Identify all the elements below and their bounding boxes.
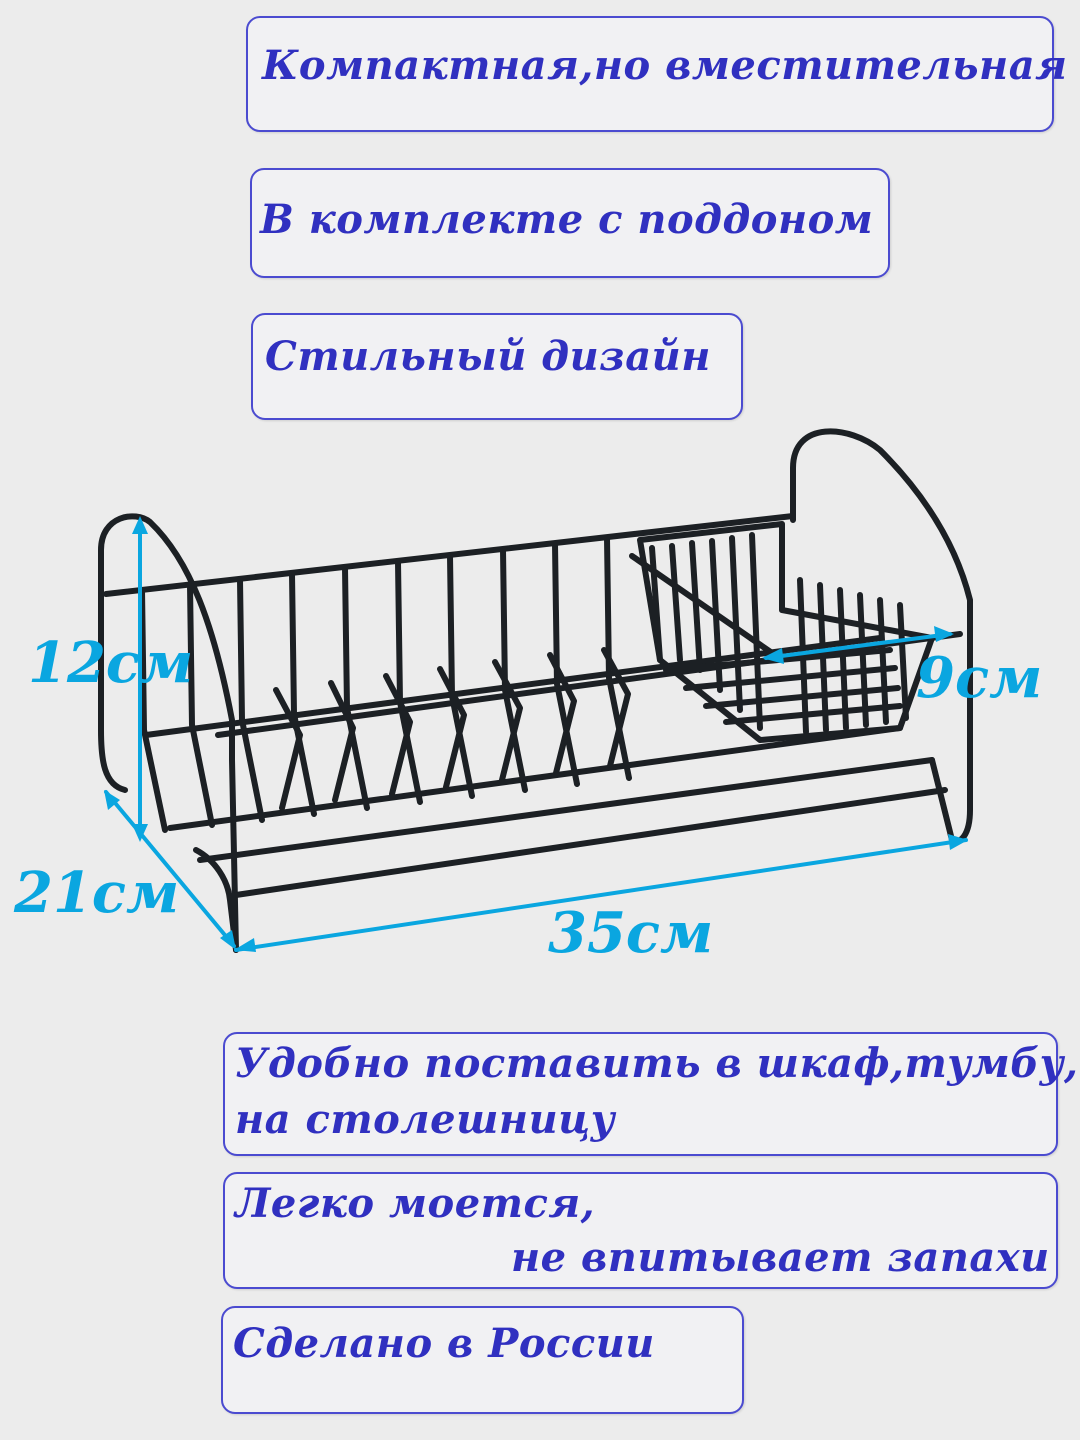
rack-front-v-wire (386, 676, 410, 794)
rack-basket-grid (726, 706, 900, 722)
feature-text-made-in: Сделано в России (233, 1320, 655, 1367)
feature-text-placement-line2: на столешницу (235, 1096, 616, 1143)
feature-text-washable-line2: не впитывает запахи (511, 1234, 1050, 1281)
feature-text-design: Стильный дизайн (265, 333, 711, 380)
rack-basket-wire (652, 548, 660, 660)
feature-box-placement (223, 1032, 1079, 1156)
rack-basket-wire (880, 600, 886, 722)
rack-basket-wire (672, 546, 680, 660)
dish-rack-drawing (101, 431, 970, 950)
dimension-width-label: 35см (548, 900, 714, 966)
feature-text-tray: В комплекте с поддоном (260, 196, 874, 243)
rack-plate-wire (292, 574, 314, 814)
basket-arrowhead-right (934, 626, 954, 642)
dimension-depth-label: 21см (14, 860, 180, 926)
feature-box-washable (223, 1172, 1058, 1289)
rack-basket-wire (692, 543, 700, 670)
dimension-height-label: 12см (28, 630, 194, 696)
feature-text-washable-line1: Легко моется, (235, 1180, 596, 1227)
feature-box-made-in (221, 1306, 744, 1414)
feature-text-placement-line1: Удобно поставить в шкаф,тумбу, (235, 1040, 1079, 1087)
rack-basket-wire (860, 595, 866, 725)
rack-basket-wire (840, 590, 846, 728)
feature-text-compact: Компактная,но вместительная (262, 42, 1068, 89)
dimension-basket-label: 9см (916, 645, 1043, 711)
rack-plate-wire (142, 590, 165, 830)
rack-plate-wire (555, 544, 577, 784)
rack-front-v-wire (495, 662, 520, 780)
rack-basket-wire (900, 605, 906, 718)
rack-front-v-wire (440, 669, 464, 787)
rack-plate-wire (240, 580, 262, 820)
rack-plate-wire (345, 568, 367, 808)
